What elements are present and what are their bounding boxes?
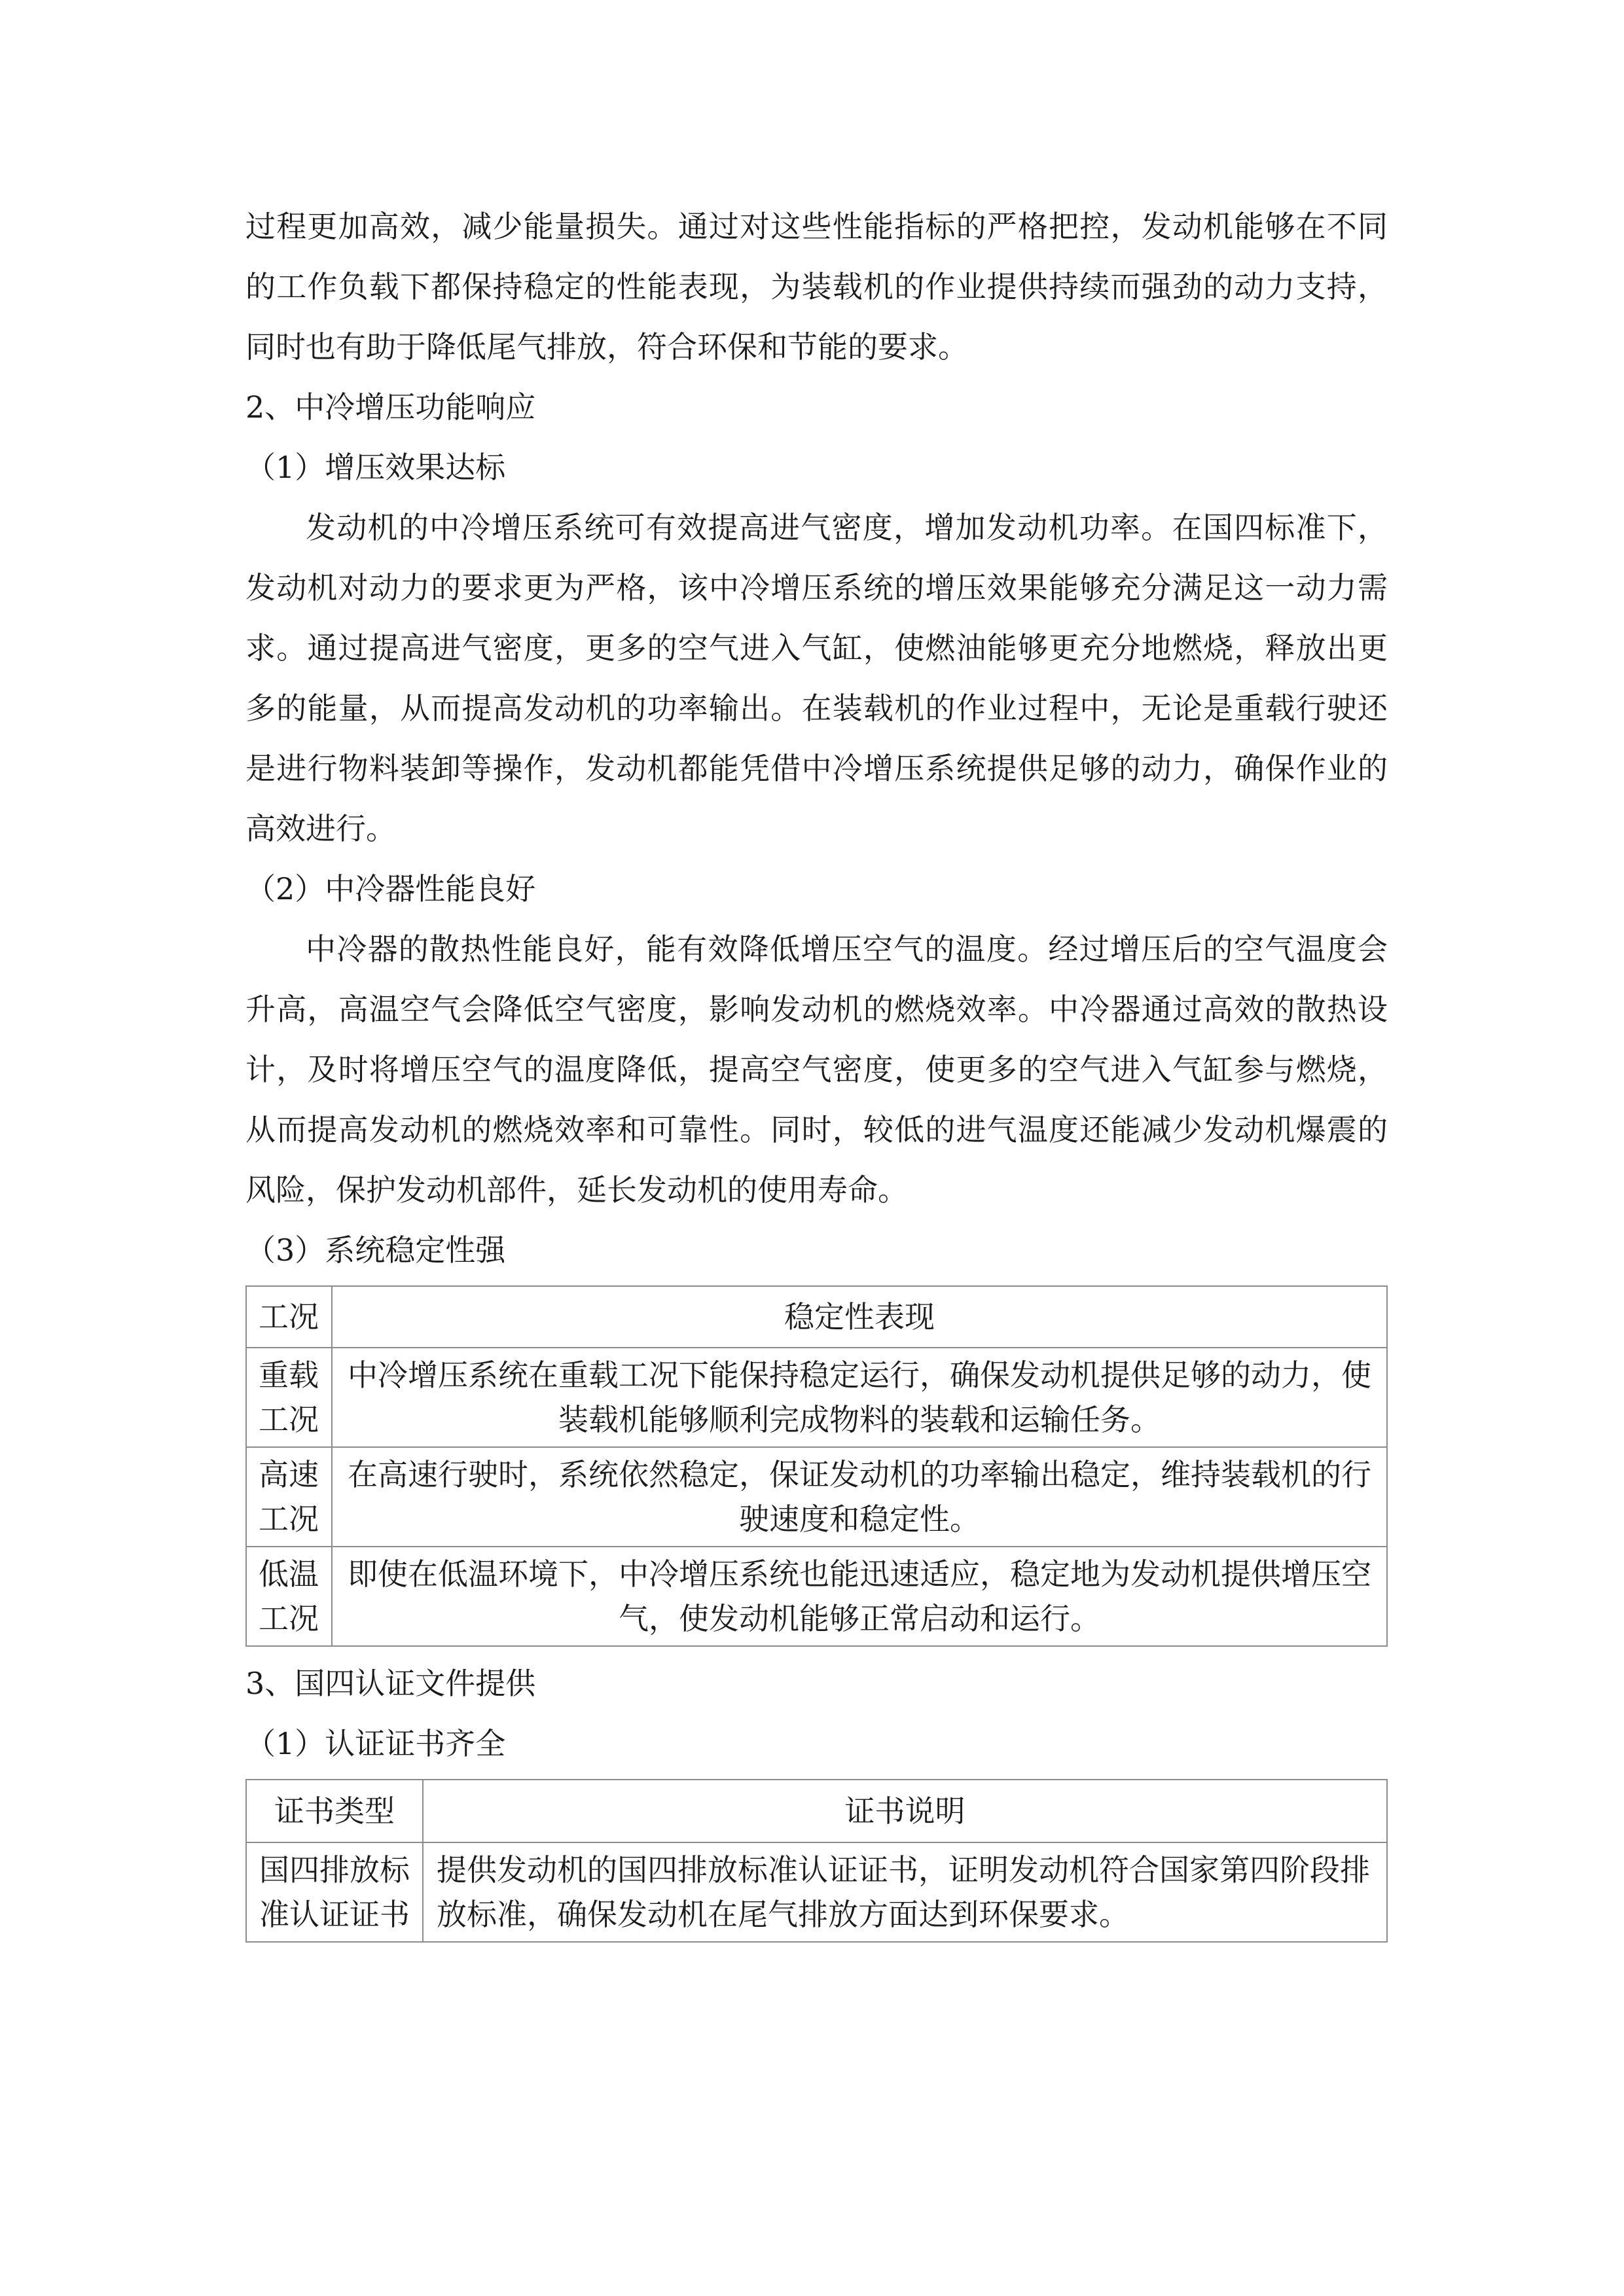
section-3-1-title: （1）认证证书齐全 — [245, 1726, 506, 1761]
table-header-cell: 工况 — [246, 1286, 332, 1348]
table-cell: 中冷增压系统在重载工况下能保持稳定运行，确保发动机提供足够的动力，使装载机能够顺利完成物料的装载和运输任务。 — [332, 1348, 1387, 1447]
table-cell: 在高速行驶时，系统依然稳定，保证发动机的功率输出稳定，维持装载机的行驶速度和稳定性。 — [332, 1447, 1387, 1547]
section-2-2-title: （2）中冷器性能良好 — [245, 871, 536, 906]
section-2-2-body: 中冷器的散热性能良好，能有效降低增压空气的温度。经过增压后的空气温度会升高，高温空气会降低空气密度，影响发动机的燃烧效率。中冷器通过高效的散热设计，及时将增压空气的温度降低，提高空气密度，使更多的空气进入气缸参与燃烧，从而提高发动机的燃烧效率和可靠性。同时，较低的进气温度还能减少发动机爆震的风险，保护发动机部件，延长发动机的使用寿命。 — [245, 931, 1388, 1208]
table-header-cell: 证书类型 — [246, 1780, 423, 1842]
section-2-3-title: （3）系统稳定性强 — [245, 1232, 506, 1268]
section-2-title: 2、中冷增压功能响应 — [245, 389, 536, 425]
table-row — [246, 1842, 1387, 1942]
table-header-row — [246, 1286, 1387, 1348]
table-header-row — [246, 1780, 1387, 1842]
table-header-cell: 证书说明 — [423, 1780, 1387, 1842]
table-cell: 高速工况 — [246, 1447, 332, 1547]
table-header-cell: 稳定性表现 — [332, 1286, 1387, 1348]
stability-table — [245, 1285, 1388, 1647]
intro-paragraph: 过程更加高效，减少能量损失。通过对这些性能指标的严格把控，发动机能够在不同的工作负载下都保持稳定的性能表现，为装载机的作业提供持续而强劲的动力支持，同时也有助于降低尾气排放，符合环保和节能的要求。 — [245, 209, 1388, 365]
table-row — [246, 1348, 1387, 1447]
table-cell: 即使在低温环境下，中冷增压系统也能迅速适应，稳定地为发动机提供增压空气，使发动机能够正常启动和运行。 — [332, 1547, 1387, 1646]
table-row — [246, 1547, 1387, 1646]
certificate-table — [245, 1779, 1388, 1943]
section-3-title: 3、国四认证文件提供 — [245, 1666, 536, 1701]
section-2-1-title: （1）增压效果达标 — [245, 450, 506, 485]
table-cell: 提供发动机的国四排放标准认证证书，证明发动机符合国家第四阶段排放标准，确保发动机在尾气排放方面达到环保要求。 — [423, 1842, 1387, 1942]
table-cell: 低温工况 — [246, 1547, 332, 1646]
table-row — [246, 1447, 1387, 1547]
table-cell: 国四排放标准认证证书 — [246, 1842, 423, 1942]
section-2-1-body: 发动机的中冷增压系统可有效提高进气密度，增加发动机功率。在国四标准下，发动机对动力的要求更为严格，该中冷增压系统的增压效果能够充分满足这一动力需求。通过提高进气密度，更多的空气进入气缸，使燃油能够更充分地燃烧，释放出更多的能量，从而提高发动机的功率输出。在装载机的作业过程中，无论是重载行驶还是进行物料装卸等操作，发动机都能凭借中冷增压系统提供足够的动力，确保作业的高效进行。 — [245, 510, 1388, 846]
document-page — [245, 196, 1388, 1949]
table-cell: 重载工况 — [246, 1348, 332, 1447]
